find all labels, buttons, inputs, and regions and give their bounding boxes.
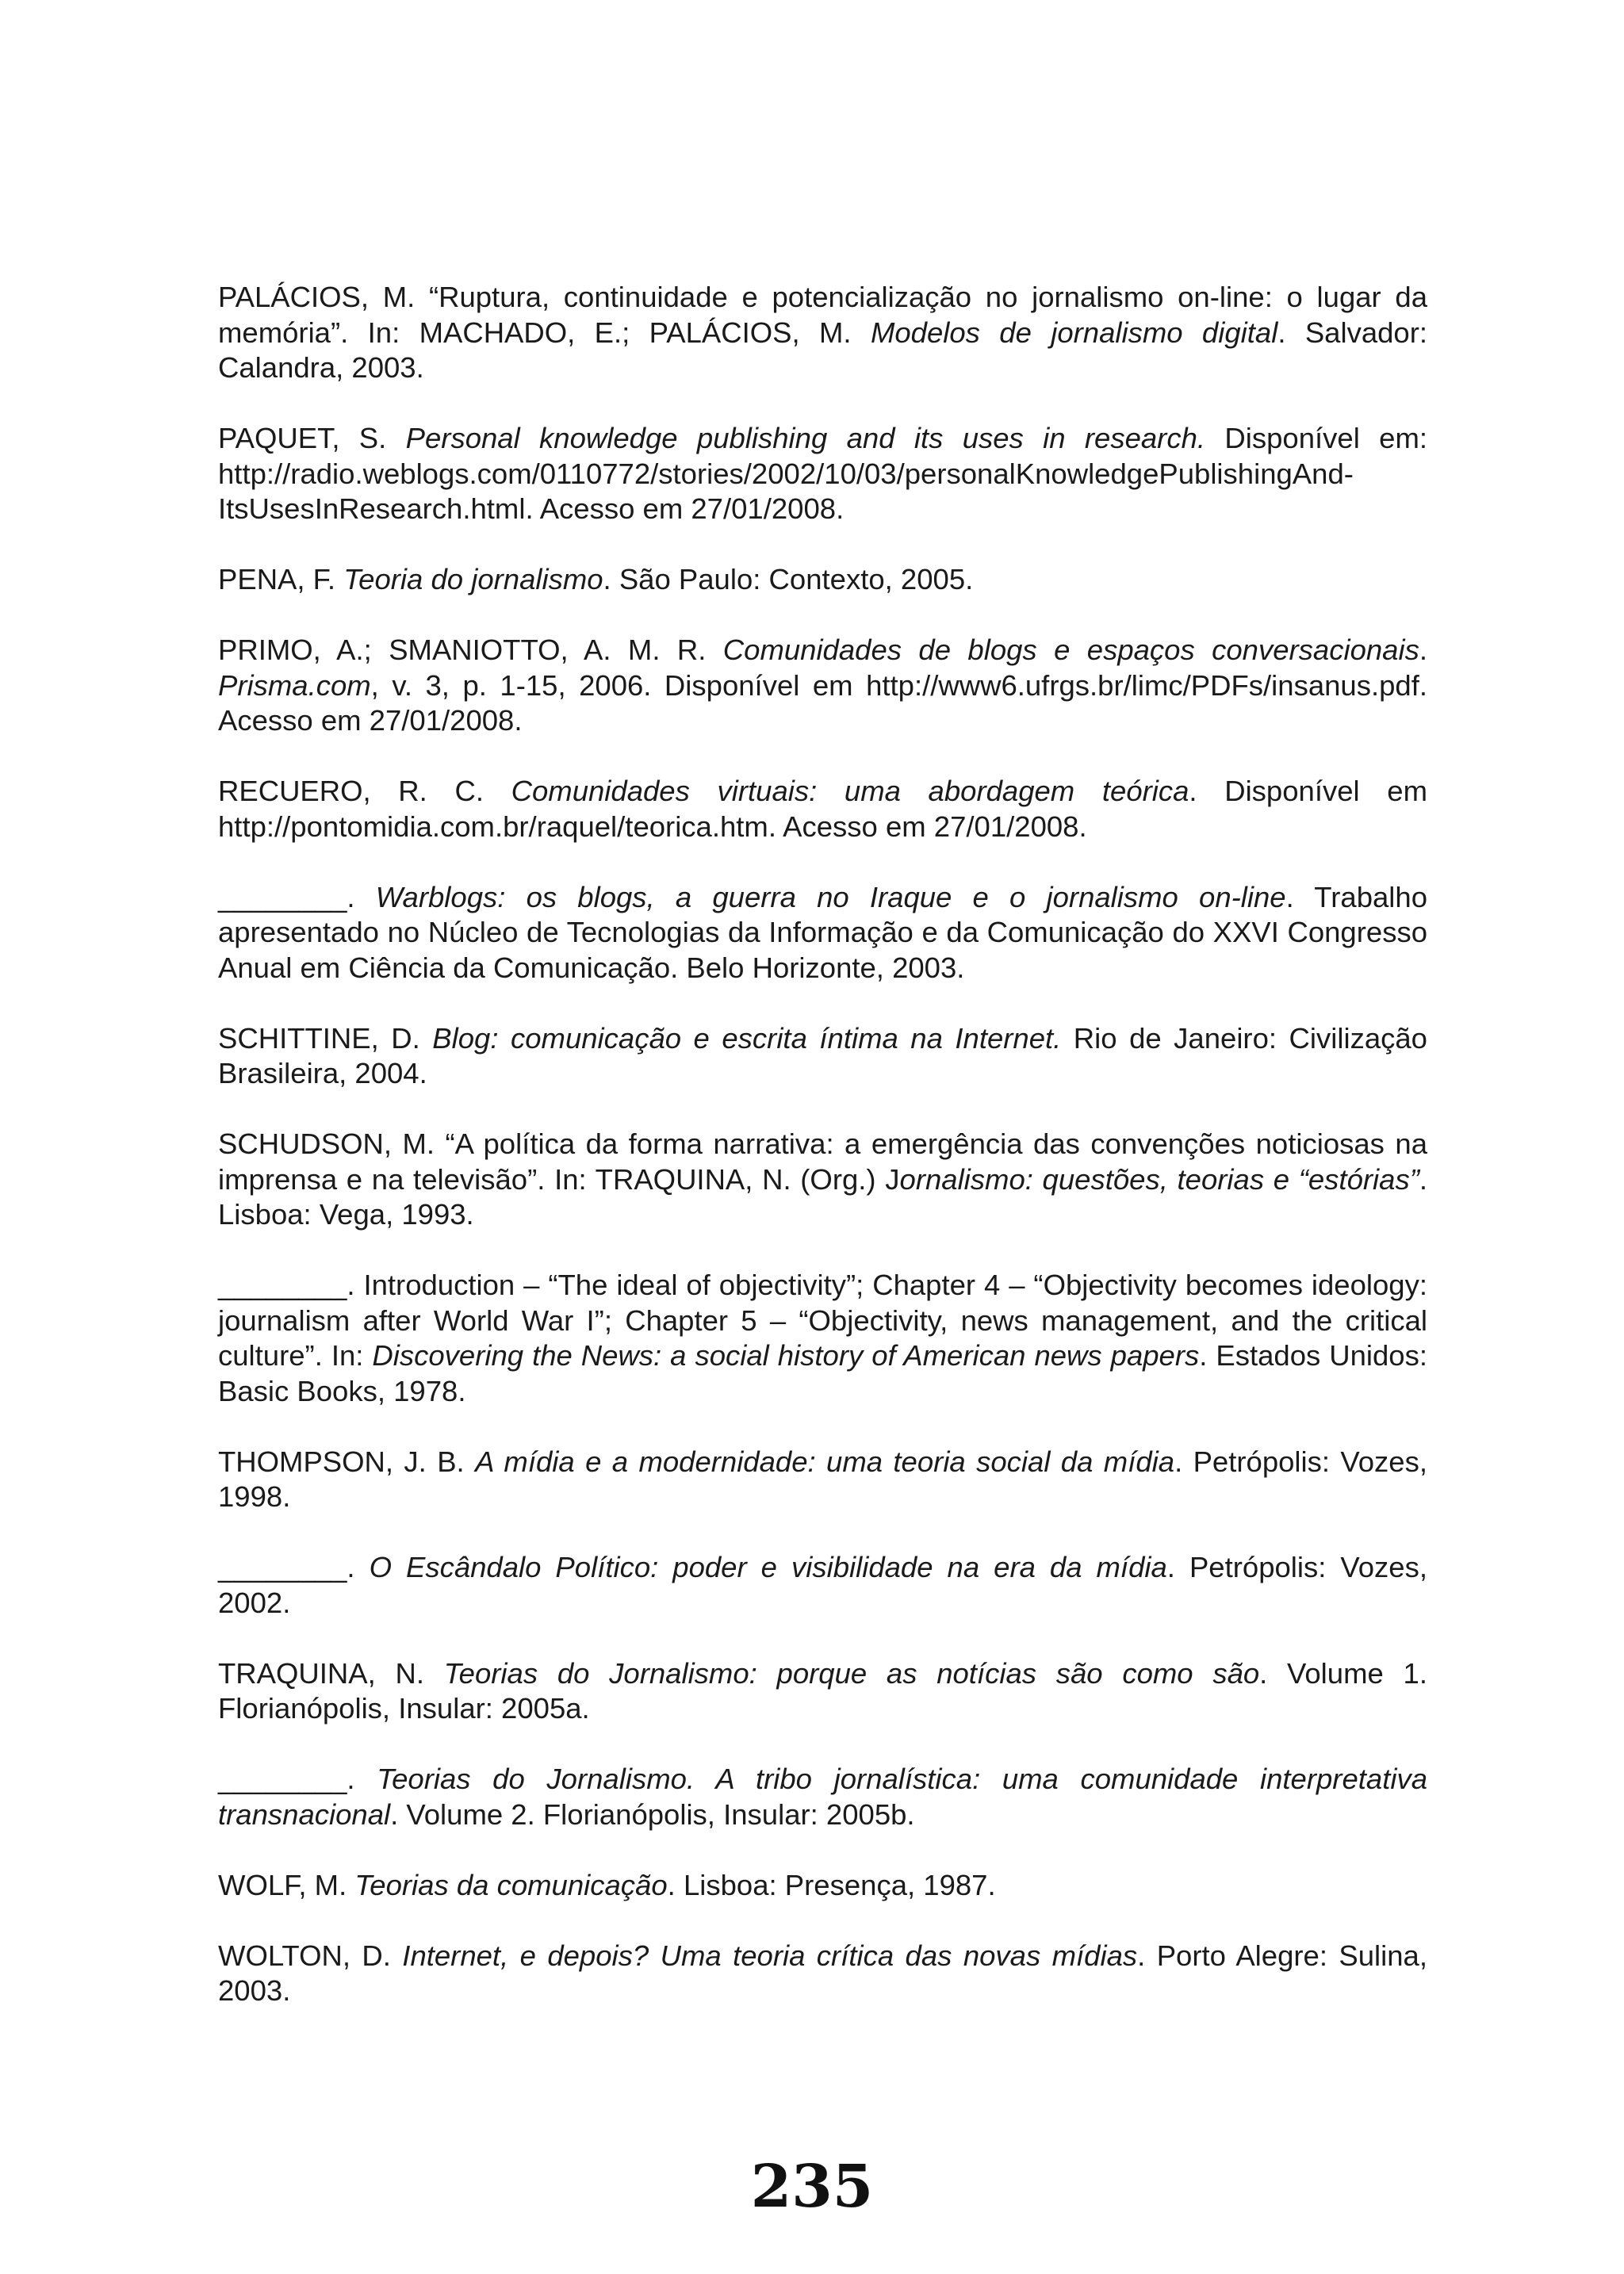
reference-entry	[218, 880, 1427, 986]
reference-text: Disponível em: http://radio.weblogs.com/0110772/stories/2002/10/03/personalKnowledgePublishingAnd-ItsUsesInResearch.html. Acesso em 27/01/2008.	[218, 422, 1427, 525]
reference-text: . Salvador: Calandra, 2003.	[218, 316, 1428, 384]
reference-text: . Petrópolis: Vozes, 2002.	[218, 1551, 1427, 1619]
page-number: 235	[750, 2153, 874, 2221]
reference-text: Rio de Janeiro: Civilização Brasileira, 2004.	[218, 1021, 1427, 1089]
reference-text: . Porto Alegre: Sulina, 2003.	[218, 1939, 1427, 2007]
reference-entry	[218, 562, 1427, 598]
reference-text: . Volume 1. Florianópolis, Insular: 2005a.	[218, 1656, 1427, 1725]
reference-text: WOLTON, D.	[218, 1939, 403, 1972]
reference-title: Teoria do jornalismo	[343, 563, 603, 595]
reference-title: Modelos de jornalismo digital	[870, 316, 1278, 349]
reference-entry	[218, 633, 1427, 739]
reference-text: ________. Introduction – “The ideal of objectivity”; Chapter 4 – “Objectivity becomes ideology: journalism after World War I”; Chapter 5 – “Objectivity, news management, and the critical culture”. In:	[218, 1269, 1427, 1372]
reference-entry	[218, 1550, 1427, 1621]
reference-entry	[218, 280, 1427, 386]
reference-text: ________.	[218, 1763, 377, 1795]
reference-text: SCHUDSON, M. “A política da forma narrativa: a emergência das convenções noticiosas na imprensa e na televisão”. In: TRAQUINA, N. (Org.) J	[218, 1127, 1427, 1196]
reference-text: .	[1419, 634, 1427, 666]
reference-entry	[218, 1939, 1427, 2009]
reference-entry	[218, 1021, 1427, 1092]
reference-text: WOLF, M.	[218, 1868, 355, 1901]
reference-text: PENA, F.	[218, 563, 344, 595]
reference-text: PALÁCIOS, M. “Ruptura, continuidade e potencialização no jornalismo on-line: o lugar da memória”. In: MACHADO, E.; PALÁCIOS, M.	[218, 281, 1427, 349]
reference-text: PRIMO, A.; SMANIOTTO, A. M. R.	[218, 634, 723, 666]
reference-list	[218, 280, 1427, 2044]
reference-entry	[218, 1445, 1427, 1515]
reference-entry	[218, 1127, 1427, 1233]
reference-text: . Lisboa: Vega, 1993.	[218, 1162, 1427, 1231]
reference-title: ornalismo: questões, teorias e “estórias”	[899, 1162, 1419, 1196]
reference-title: Comunidades virtuais: uma abordagem teórica	[511, 775, 1189, 807]
reference-text: . Estados Unidos: Basic Books, 1978.	[218, 1339, 1427, 1407]
reference-entry	[218, 421, 1427, 527]
reference-text: . São Paulo: Contexto, 2005.	[603, 563, 974, 595]
reference-text: SCHITTINE, D.	[218, 1021, 433, 1055]
reference-entry	[218, 1268, 1427, 1409]
reference-title: Teorias do Jornalismo: porque as notícias são como são	[443, 1656, 1260, 1690]
reference-text: . Trabalho apresentado no Núcleo de Tecnologias da Informação e da Comunicação do XXVI Congresso Anual em Ciência da Comunicação. Belo Horizonte, 2003.	[218, 880, 1427, 984]
reference-text: , v. 3, p. 1-15, 2006. Disponível em http://www6.ufrgs.br/limc/PDFs/insanus.pdf. Acesso em 27/01/2008.	[218, 668, 1427, 737]
reference-text: THOMPSON, J. B.	[218, 1445, 476, 1478]
reference-title: O Escândalo Político: poder e visibilidade na era da mídia	[369, 1551, 1167, 1583]
reference-text: TRAQUINA, N.	[218, 1656, 444, 1690]
reference-title: Teorias do Jornalismo. A tribo jornalística: uma comunidade interpretativa transnacional	[218, 1763, 1427, 1831]
reference-title: Discovering the News: a social history of American news papers	[372, 1339, 1200, 1372]
reference-text: . Petrópolis: Vozes, 1998.	[218, 1445, 1427, 1513]
reference-title: A mídia e a modernidade: uma teoria social da mídia	[475, 1445, 1175, 1478]
reference-entry	[218, 1868, 1427, 1904]
reference-text: . Disponível em http://pontomidia.com.br/raquel/teorica.htm. Acesso em 27/01/2008.	[218, 775, 1427, 843]
reference-title: Warblogs: os blogs, a guerra no Iraque e o jornalismo on-line	[375, 880, 1286, 913]
reference-title: Personal knowledge publishing and its uses in research.	[405, 422, 1206, 454]
reference-title: Blog: comunicação e escrita íntima na Internet.	[432, 1021, 1062, 1055]
reference-text: PAQUET, S.	[218, 422, 406, 454]
reference-entry	[218, 1762, 1427, 1832]
reference-text: . Volume 2. Florianópolis, Insular: 2005b.	[390, 1797, 915, 1831]
reference-entry	[218, 774, 1427, 844]
reference-title: Internet, e depois? Uma teoria crítica das novas mídias	[402, 1939, 1138, 1972]
reference-text: ________.	[218, 1551, 370, 1583]
reference-title: Prisma.com	[218, 668, 371, 702]
reference-title: Teorias da comunicação	[354, 1868, 668, 1901]
reference-text: . Lisboa: Presença, 1987.	[667, 1868, 996, 1901]
reference-text: RECUERO, R. C.	[218, 775, 511, 807]
reference-text: ________.	[218, 880, 376, 913]
reference-title: Comunidades de blogs e espaços conversacionais	[722, 634, 1419, 666]
reference-entry	[218, 1656, 1427, 1727]
